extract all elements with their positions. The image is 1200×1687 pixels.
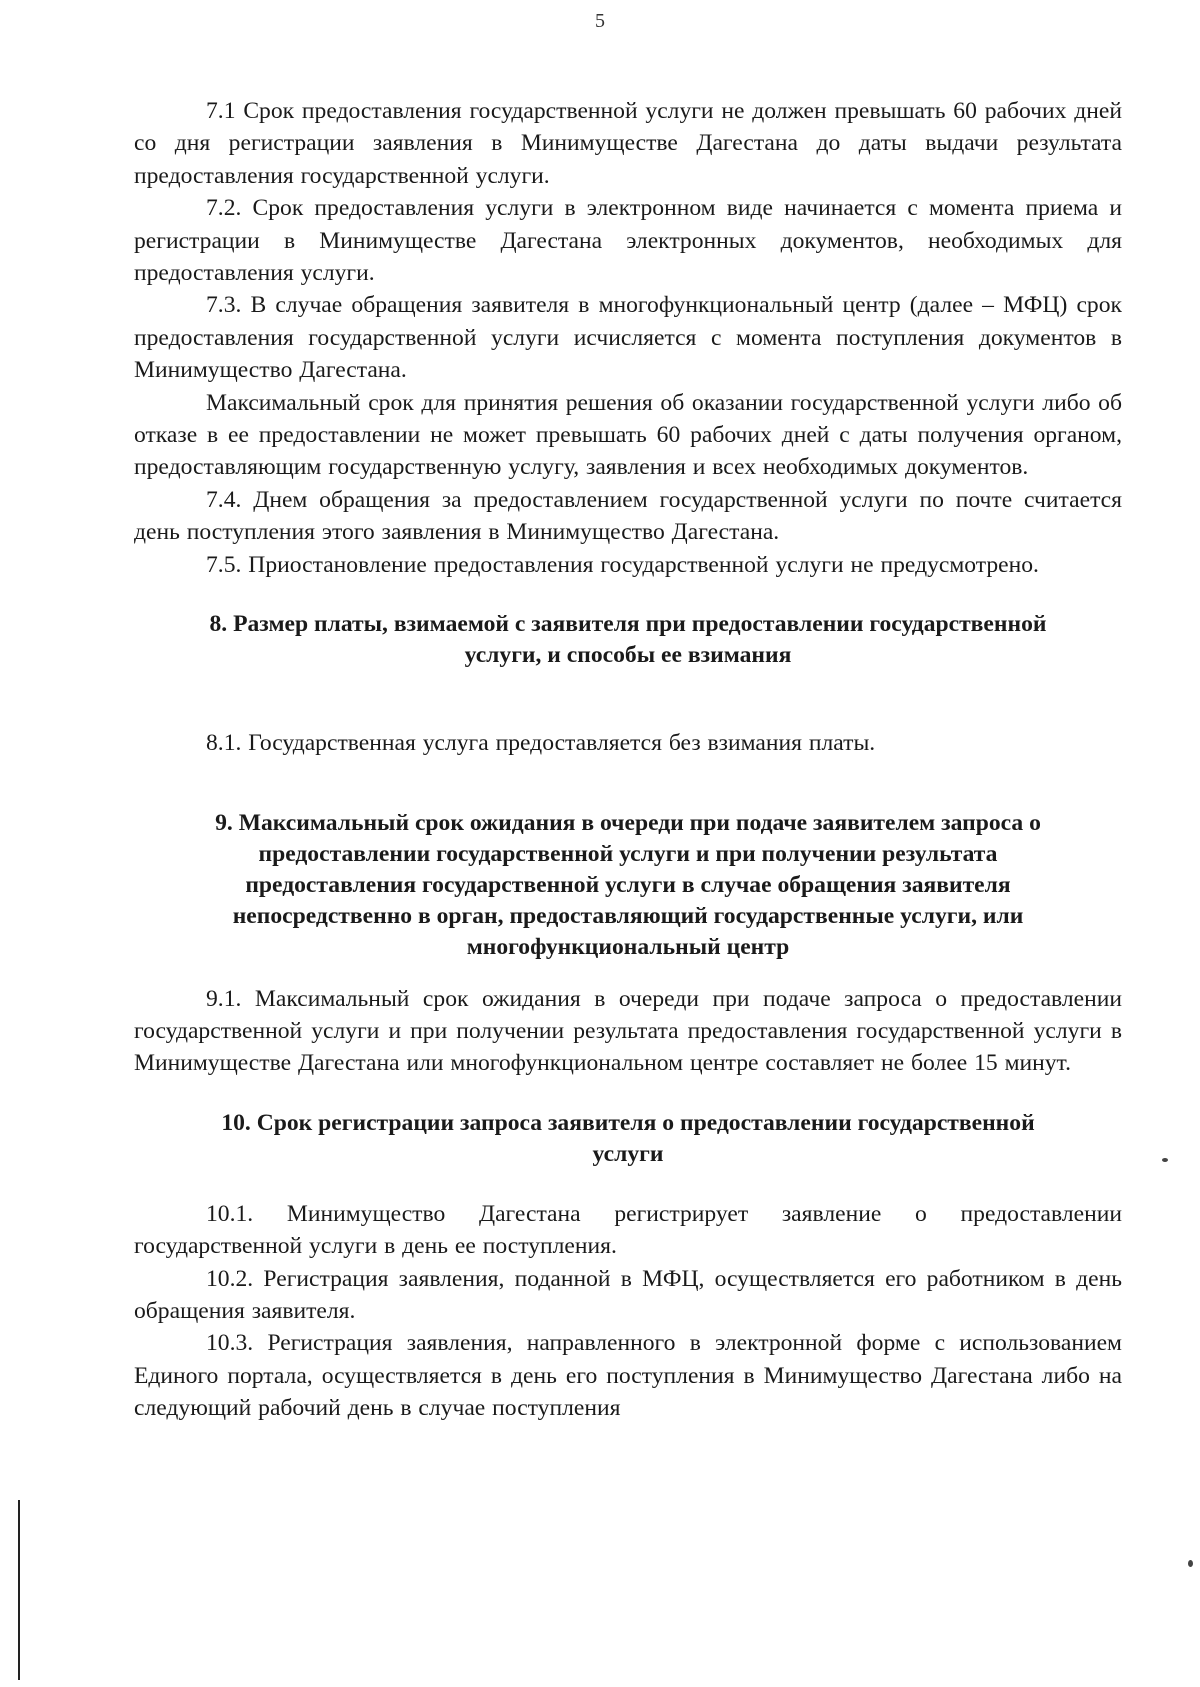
paragraph-10-2: 10.2. Регистрация заявления, поданной в МФЦ, осуществляется его работником в день обращения заявителя. bbox=[134, 1265, 1122, 1324]
paragraph-7-2: 7.2. Срок предоставления услуги в электронном виде начинается с момента приема и регистрации в Минимуществе Дагестана электронных документов, необходимых для предоставления услуги. bbox=[134, 195, 1122, 287]
paragraph-7-3: 7.3. В случае обращения заявителя в многофункциональный центр (далее – МФЦ) срок предоставления государственной услуги исчисляется с момента поступления документов в Минимущество Дагестана. bbox=[134, 292, 1122, 384]
section-heading-10: 10. Срок регистрации запроса заявителя о предоставлении государственной услуги bbox=[221, 1109, 1035, 1167]
paragraph-7-4: 7.4. Днем обращения за предоставлением государственной услуги по почте считается день поступления этого заявления в Минимущество Дагестана. bbox=[134, 486, 1122, 546]
document-body bbox=[134, 95, 1122, 1425]
scan-speck bbox=[1162, 1158, 1168, 1162]
paragraph-7-1: 7.1 Срок предоставления государственной услуги не должен превышать 60 рабочих дней со дня регистрации заявления в Минимуществе Дагестана до даты выдачи результата предоставления государственной услуги. bbox=[134, 98, 1122, 189]
scan-margin-line bbox=[18, 1500, 20, 1680]
section-heading-8: 8. Размер платы, взимаемой с заявителя при предоставлении государственной услуги, и способы ее взимания bbox=[209, 611, 1047, 669]
page-number: 5 bbox=[595, 10, 605, 32]
paragraph-10-1: 10.1. Минимущество Дагестана регистрирует заявление о предоставлении государственной услуги в день ее поступления. bbox=[134, 1200, 1122, 1260]
paragraph-9-1: 9.1. Максимальный срок ожидания в очереди при подаче запроса о предоставлении государственной услуги и при получении результата предоставления государственной услуги в Минимуществе Дагестана или многофункциональном центре составляет не более 15 минут. bbox=[134, 985, 1122, 1077]
scan-speck bbox=[1188, 1560, 1193, 1567]
paragraph-10-3: 10.3. Регистрация заявления, направленного в электронной форме с использованием Единого портала, осуществляется в день его поступления в Минимущество Дагестана либо на следующий рабочий день в случае поступления bbox=[134, 1330, 1122, 1422]
paragraph-7-5: 7.5. Приостановление предоставления государственной услуги не предусмотрено. bbox=[206, 551, 1039, 578]
section-heading-9: 9. Максимальный срок ожидания в очереди при подаче заявителем запроса о предоставлении государственной услуги и при получении результата предоставления государственной услуги в случае обращения заявителя непосредственно в орган, предоставляющий государственные услуги, или многофункциональный центр bbox=[215, 809, 1041, 960]
paragraph-8-1: 8.1. Государственная услуга предоставляется без взимания платы. bbox=[206, 730, 876, 757]
paragraph-max-term: Максимальный срок для принятия решения об оказании государственной услуги либо об отказе в ее предоставлении не может превышать 60 рабочих дней с даты получения органом, предоставляющим государственную услугу, заявления и всех необходимых документов. bbox=[134, 389, 1122, 481]
